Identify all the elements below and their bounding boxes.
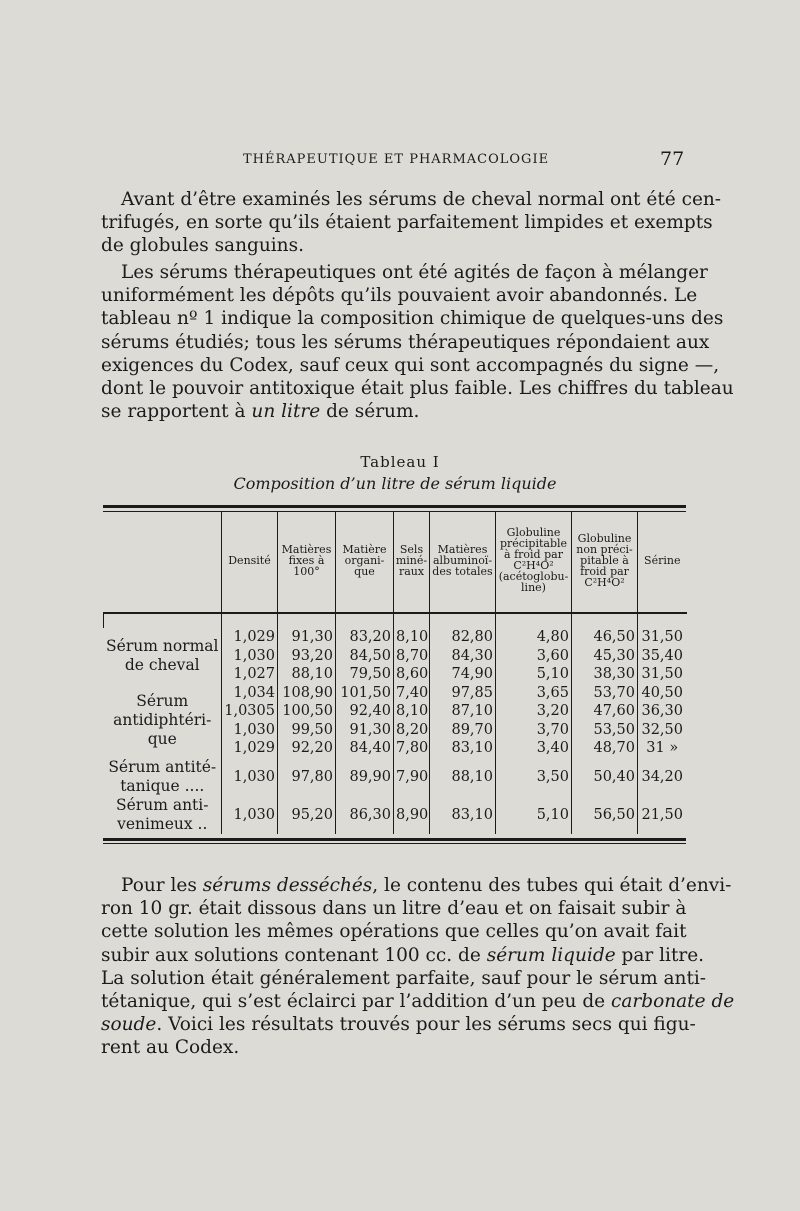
table-cell: 101,50 xyxy=(336,684,394,703)
table-cell: 31,50 xyxy=(638,628,687,647)
row-group-label: Sérum antidiphtéri-que xyxy=(113,692,212,748)
text-run: , le contenu des tubes qui était d’envi- xyxy=(372,875,732,896)
table-cell: 8,60 xyxy=(394,665,430,684)
table-cell: 84,30 xyxy=(430,647,496,666)
table-cell: 40,50 xyxy=(638,684,687,703)
row-group-label: Sérum antité-tanique .... xyxy=(108,757,217,795)
paragraph-2 xyxy=(101,261,734,423)
table-cell: 50,40 xyxy=(572,758,638,796)
table-cell: 83,10 xyxy=(430,796,496,834)
emphasis: carbonate de xyxy=(611,991,735,1013)
text-line xyxy=(101,1013,696,1036)
emphasis: un litre xyxy=(251,401,321,423)
table-cell: 1,034 xyxy=(222,684,278,703)
table-cell: 3,50 xyxy=(496,758,572,796)
table-cell: 7,40 xyxy=(394,684,430,703)
table-cell: 34,20 xyxy=(638,758,687,796)
table-row xyxy=(104,684,687,703)
table-cell: 89,70 xyxy=(430,721,496,740)
table-cell: 84,40 xyxy=(336,739,394,758)
table-cell: 83,10 xyxy=(430,739,496,758)
page-number: 77 xyxy=(660,148,685,170)
table-cell: 86,30 xyxy=(336,796,394,834)
table-cell: 8,70 xyxy=(394,647,430,666)
header-row xyxy=(104,512,687,613)
text-run: tétanique, qui s’est éclairci par l’addition d’un peu de xyxy=(101,991,606,1013)
column-header: Globuline non préci-pitable à froid par C²H⁴O² xyxy=(572,512,638,613)
row-group-label: Sérum anti-venimeux .. xyxy=(116,795,209,833)
table-cell: 89,90 xyxy=(336,758,394,796)
text-line: sérums étudiés; tous les sérums thérapeutiques répondaient aux xyxy=(101,331,710,353)
table-cell: 48,70 xyxy=(572,739,638,758)
table-cell: 7,80 xyxy=(394,739,430,758)
emphasis: sérums desséchés xyxy=(202,875,373,896)
table-cell: 3,70 xyxy=(496,721,572,740)
table-cell: 88,10 xyxy=(430,758,496,796)
table-cell: 1,030 xyxy=(222,796,278,834)
table-cell: 47,60 xyxy=(572,702,638,721)
table-title: Tableau I xyxy=(360,453,440,471)
table-cell: 93,20 xyxy=(278,647,336,666)
table-cell: 8,10 xyxy=(394,702,430,721)
emphasis: soude xyxy=(101,1014,157,1036)
top-rule xyxy=(103,505,686,512)
table-cell: 97,85 xyxy=(430,684,496,703)
paragraph-3 xyxy=(101,874,735,1060)
table-cell: 95,20 xyxy=(278,796,336,834)
table-cell: 46,50 xyxy=(572,628,638,647)
spacer-row xyxy=(104,613,687,628)
bottom-rule xyxy=(103,838,686,844)
table-cell: 45,30 xyxy=(572,647,638,666)
text-line: Les sérums thérapeutiques ont été agités de façon à mélanger xyxy=(121,262,708,283)
table-cell: 32,50 xyxy=(638,721,687,740)
table-cell: 1,0305 xyxy=(222,702,278,721)
table-cell: 7,90 xyxy=(394,758,430,796)
text-line xyxy=(101,944,705,967)
table-cell: 108,90 xyxy=(278,684,336,703)
text-run: Pour les xyxy=(121,875,197,896)
table-cell: 8,20 xyxy=(394,721,430,740)
table-row xyxy=(104,628,687,647)
table-cell: 74,90 xyxy=(430,665,496,684)
table-cell: 5,10 xyxy=(496,796,572,834)
column-header: Sérine xyxy=(638,512,687,613)
table-cell: 97,80 xyxy=(278,758,336,796)
table-cell: 38,30 xyxy=(572,665,638,684)
text-run: se rapportent à xyxy=(101,401,246,423)
table-cell: 1,030 xyxy=(222,758,278,796)
table-cell: 99,50 xyxy=(278,721,336,740)
text-run: . Voici les résultats trouvés pour les sérums secs qui figu- xyxy=(156,1014,696,1036)
table-cell: 100,50 xyxy=(278,702,336,721)
table-cell: 1,030 xyxy=(222,647,278,666)
text-line: trifugés, en sorte qu’ils étaient parfaitement limpides et exempts xyxy=(101,212,713,234)
text-line: rent au Codex. xyxy=(101,1037,240,1059)
table-cell: 36,30 xyxy=(638,702,687,721)
text-line: ron 10 gr. était dissous dans un litre d’eau et on faisait subir à xyxy=(101,898,687,920)
text-run: subir aux solutions contenant 100 cc. de xyxy=(101,944,481,966)
table-cell: 87,10 xyxy=(430,702,496,721)
text-line xyxy=(101,400,686,423)
column-header: Densité xyxy=(222,512,278,613)
table-cell: 56,50 xyxy=(572,796,638,834)
table-cell: 92,20 xyxy=(278,739,336,758)
column-header: Matières albuminoï-des totales xyxy=(430,512,496,613)
table-cell: 79,50 xyxy=(336,665,394,684)
emphasis: sérum liquide xyxy=(486,944,616,966)
table-cell: 5,10 xyxy=(496,665,572,684)
table-cell: 3,40 xyxy=(496,739,572,758)
column-header: Globuline précipitable à froid par C²H⁴O² (acétoglobu-line) xyxy=(496,512,572,613)
text-line: cette solution les mêmes opérations que celles qu’on avait fait xyxy=(101,921,687,943)
text-line: de globules sanguins. xyxy=(101,235,304,257)
table-cell: 91,30 xyxy=(336,721,394,740)
running-head: THÉRAPEUTIQUE ET PHARMACOLOGIE xyxy=(243,152,550,167)
column-header: Matières fixes à 100° xyxy=(278,512,336,613)
text-line: Avant d’être examinés les sérums de cheval normal ont été cen- xyxy=(121,189,722,210)
table-cell: 3,65 xyxy=(496,684,572,703)
text-line xyxy=(101,874,732,897)
text-line xyxy=(101,990,735,1013)
table-cell: 1,027 xyxy=(222,665,278,684)
table-cell: 31 » xyxy=(638,739,687,758)
text-line: tableau nº 1 indique la composition chimique de quelques-uns des xyxy=(101,308,724,330)
text-run: de sérum. xyxy=(326,401,420,423)
paragraph-1 xyxy=(101,188,722,258)
table-cell: 82,80 xyxy=(430,628,496,647)
table-cell: 35,40 xyxy=(638,647,687,666)
column-header: Matière organi-que xyxy=(336,512,394,613)
text-line: dont le pouvoir antitoxique était plus faible. Les chiffres du tableau xyxy=(101,378,734,400)
table-cell: 21,50 xyxy=(638,796,687,834)
table-cell: 8,10 xyxy=(394,628,430,647)
text-line: La solution était généralement parfaite, sauf pour le sérum anti- xyxy=(101,967,707,989)
table-cell: 1,030 xyxy=(222,721,278,740)
table-cell: 1,029 xyxy=(222,628,278,647)
table-cell: 3,60 xyxy=(496,647,572,666)
table-cell: 84,50 xyxy=(336,647,394,666)
table-subtitle: Composition d’un litre de sérum liquide xyxy=(233,474,557,493)
table-cell: 3,20 xyxy=(496,702,572,721)
table-cell: 8,90 xyxy=(394,796,430,834)
text-line: uniformément les dépôts qu’ils pouvaient avoir abandonnés. Le xyxy=(101,285,698,307)
table-cell: 83,20 xyxy=(336,628,394,647)
text-run: par litre. xyxy=(621,944,705,966)
table-cell: 31,50 xyxy=(638,665,687,684)
column-header xyxy=(104,512,222,613)
table-row xyxy=(104,758,687,796)
row-group-label: Sérum normal de cheval xyxy=(106,636,219,674)
table-row xyxy=(104,796,687,834)
table-cell: 53,70 xyxy=(572,684,638,703)
column-header: Sels miné-raux xyxy=(394,512,430,613)
table-cell: 4,80 xyxy=(496,628,572,647)
table-cell: 53,50 xyxy=(572,721,638,740)
table-cell: 88,10 xyxy=(278,665,336,684)
table-cell: 1,029 xyxy=(222,739,278,758)
text-line: exigences du Codex, sauf ceux qui sont accompagnés du signe —, xyxy=(101,354,720,376)
table-body xyxy=(104,613,687,834)
table-cell: 91,30 xyxy=(278,628,336,647)
composition-table xyxy=(103,505,686,844)
data-table xyxy=(103,512,687,834)
table-cell: 92,40 xyxy=(336,702,394,721)
